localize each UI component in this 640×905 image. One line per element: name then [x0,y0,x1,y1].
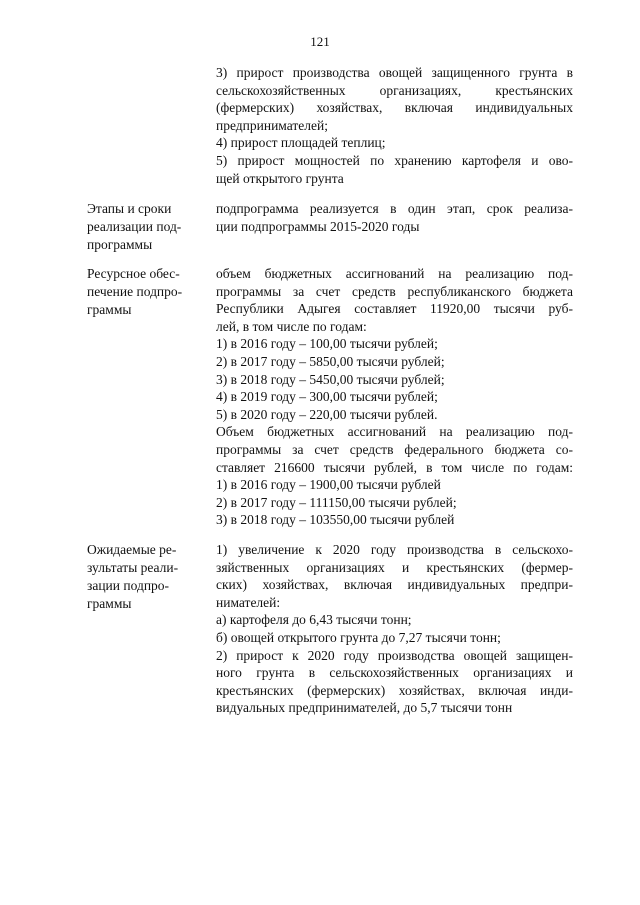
text-line: программы за счет средств федерального бюджета со- [216,441,573,457]
block2-label [87,200,197,254]
block4-content [216,541,573,717]
text-line: ции подпрограммы 2015-2020 годы [216,218,420,234]
block4-label [87,541,197,613]
label-line: реализации под- [87,219,182,234]
text-line: 4) в 2019 году – 300,00 тысячи рублей; [216,389,438,405]
text-line: 3) прирост производства овощей защищенного грунта в [216,65,573,80]
text-line: Объем бюджетных ассигнований на реализацию под- [216,424,573,440]
label-line: Ожидаемые ре- [87,542,177,557]
text-line: ских) хозяйствах, включая индивидуальных предпри- [216,577,573,593]
text-line: 2) в 2017 году – 111150,00 тысячи рублей; [216,494,457,510]
text-line: зяйственных организациях и крестьянских (фермер- [216,559,573,575]
text-line: Республики Адыгея составляет 11920,00 тысячи руб- [216,301,573,317]
label-line: печение подпро- [87,284,183,299]
text-line: 4) прирост площадей теплиц; [216,135,386,151]
label-line: зации подпро- [87,578,170,593]
text-line: подпрограмма реализуется в один этап, срок реализа- [216,201,573,216]
text-line: 2) в 2017 году – 5850,00 тысячи рублей; [216,353,445,369]
text-line: ставляет 216600 тысячи рублей, в том числе по годам: [216,459,573,475]
label-line: Этапы и сроки [87,201,172,216]
text-line: 2) прирост к 2020 году производства овощей защищен- [216,647,573,663]
block1-content [216,64,573,187]
text-line: программы за счет средств республиканского бюджета [216,283,573,299]
text-line: предпринимателей; [216,117,328,133]
text-line: щей открытого грунта [216,170,344,186]
text-line: 5) прирост мощностей по хранению картофеля и ово- [216,152,573,168]
text-line: 1) в 2016 году – 100,00 тысячи рублей; [216,336,438,352]
text-line: (фермерских) хозяйствах, включая индивидуальных [216,100,573,116]
block3-content [216,265,573,529]
label-line: зультаты реали- [87,560,179,575]
text-line: сельскохозяйственных организациях, крестьянских [216,82,573,98]
block2-content [216,200,573,235]
label-line: граммы [87,302,132,317]
text-line: видуальных предпринимателей, до 5,7 тысячи тонн [216,700,513,716]
text-line: 5) в 2020 году – 220,00 тысячи рублей. [216,406,438,422]
text-line: 1) увеличение к 2020 году производства в сельскохо- [216,542,573,557]
text-line: объем бюджетных ассигнований на реализацию под- [216,266,573,281]
label-line: программы [87,237,153,252]
text-line: а) картофеля до 6,43 тысячи тонн; [216,612,412,628]
label-line: Ресурсное обес- [87,266,180,281]
text-line: нимателей: [216,594,281,610]
text-line: лей, в том числе по годам: [216,318,367,334]
text-line: крестьянских (фермерских) хозяйствах, включая инди- [216,682,573,698]
block3-label [87,265,197,319]
page-number: 121 [310,34,330,49]
text-line: б) овощей открытого грунта до 7,27 тысячи тонн; [216,629,501,645]
text-line: 3) в 2018 году – 5450,00 тысячи рублей; [216,371,445,387]
text-line: 3) в 2018 году – 103550,00 тысячи рублей [216,512,455,528]
label-line: граммы [87,596,132,611]
text-line: 1) в 2016 году – 1900,00 тысячи рублей [216,477,441,493]
text-line: ного грунта в сельскохозяйственных организациях и [216,665,573,681]
